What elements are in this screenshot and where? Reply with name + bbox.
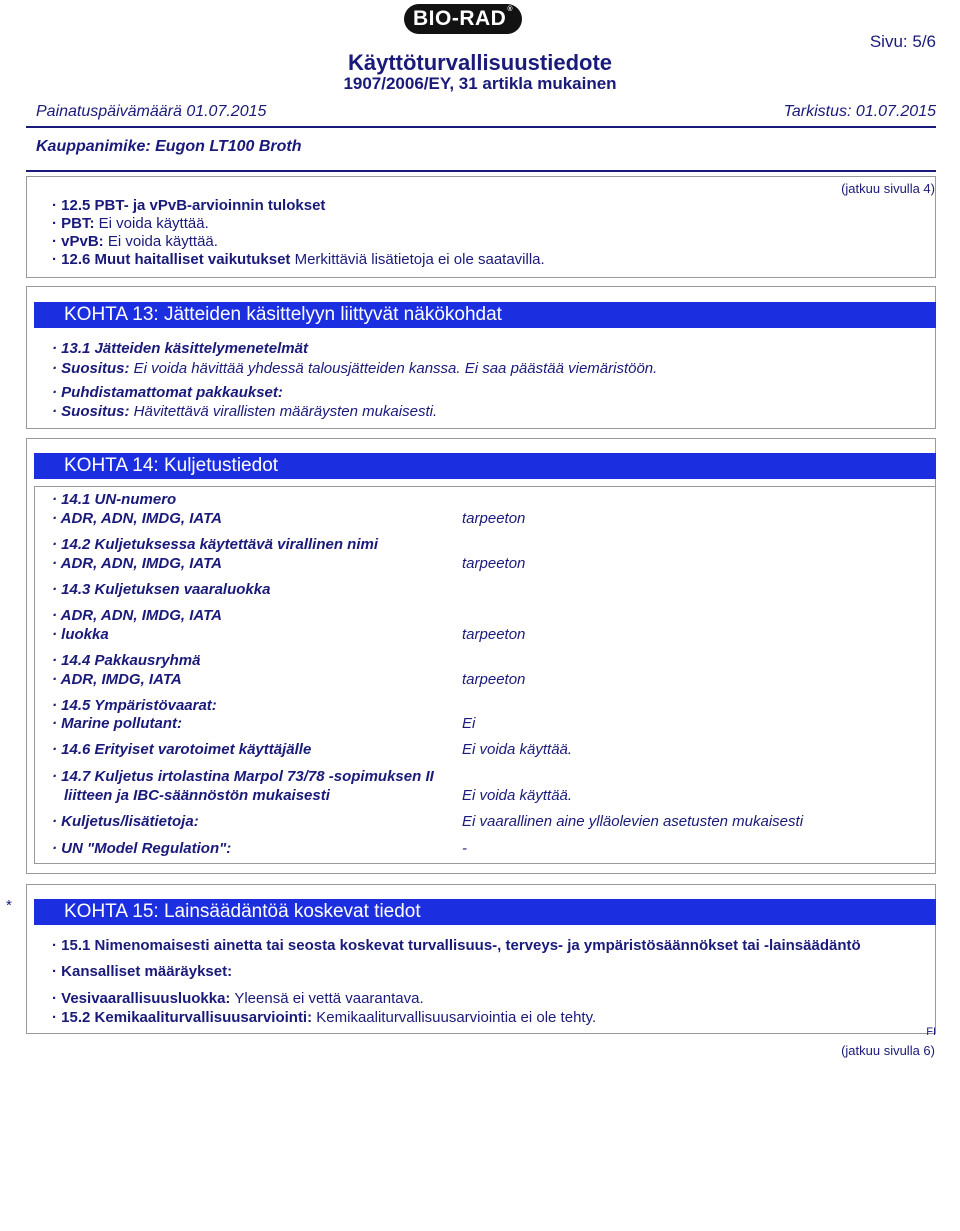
water-hazard-class-label: · Vesivaarallisuusluokka: bbox=[52, 990, 231, 1007]
document-title: Käyttöturvallisuustiedote bbox=[347, 50, 613, 75]
section-12-6-row bbox=[52, 251, 545, 268]
special-precautions-value: Ei voida käyttää. bbox=[462, 741, 573, 758]
packing-group-value: tarpeeton bbox=[462, 671, 526, 688]
header-divider bbox=[26, 126, 936, 128]
shipping-name-label: · ADR, ADN, IMDG, IATA bbox=[52, 555, 222, 572]
vpvb-value: Ei voida käyttää. bbox=[107, 233, 218, 250]
water-hazard-class-row bbox=[52, 990, 424, 1007]
recommendation-row-1 bbox=[52, 360, 657, 377]
bulk-transport-label-line-1: · 14.7 Kuljetus irtolastina Marpol 73/78 -sopimuksen II bbox=[52, 768, 434, 785]
shipping-name-value: tarpeeton bbox=[462, 555, 526, 572]
continued-on-note: (jatkuu sivulla 6) bbox=[841, 1043, 935, 1058]
recommendation-row-2 bbox=[52, 403, 437, 420]
national-regulations-heading: · Kansalliset määräykset: bbox=[52, 963, 233, 980]
section-15-1-heading: · 15.1 Nimenomaisesti ainetta tai seosta koskevat turvallisuus-, terveys- ja ympäristösäännökset tai -lainsäädäntö bbox=[52, 937, 861, 954]
transport-additional-info-label: · Kuljetus/lisätietoja: bbox=[52, 813, 199, 830]
un-number-label: · ADR, ADN, IMDG, IATA bbox=[52, 510, 222, 527]
bulk-transport-value: Ei voida käyttää. bbox=[462, 787, 573, 804]
class-label: · luokka bbox=[52, 626, 109, 643]
class-value: tarpeeton bbox=[462, 626, 526, 643]
product-name: Kauppanimike: Eugon LT100 Broth bbox=[36, 138, 302, 155]
uncleaned-packaging-heading: · Puhdistamattomat pakkaukset: bbox=[52, 384, 283, 401]
marine-pollutant-label: · Marine pollutant: bbox=[52, 715, 182, 732]
bio-rad-logo: BIO-RAD® bbox=[404, 4, 522, 34]
packing-group-heading: · 14.4 Pakkausryhmä bbox=[52, 652, 201, 669]
marine-pollutant-value: Ei bbox=[462, 715, 476, 732]
recommendation-value-2: Hävitettävä virallisten määräysten mukaisesti. bbox=[133, 403, 438, 420]
vpvb-label: · vPvB: bbox=[52, 233, 104, 250]
special-precautions-label: · 14.6 Erityiset varotoimet käyttäjälle bbox=[52, 741, 312, 758]
bulk-transport-label-line-2: liitteen ja IBC-säännöstön mukaisesti bbox=[64, 787, 330, 804]
page-number: Sivu: 5/6 bbox=[869, 32, 936, 51]
chemical-safety-assessment-row bbox=[52, 1009, 596, 1026]
document-subtitle: 1907/2006/EY, 31 artikla mukainen bbox=[343, 74, 617, 93]
hazard-class-regs: · ADR, ADN, IMDG, IATA bbox=[52, 607, 222, 624]
environmental-hazards-heading: · 14.5 Ympäristövaarat: bbox=[52, 697, 217, 714]
section-12-5-heading: · 12.5 PBT- ja vPvB-arvioinnin tulokset bbox=[52, 197, 326, 214]
hazard-class-heading: · 14.3 Kuljetuksen vaaraluokka bbox=[52, 581, 271, 598]
pbt-row bbox=[52, 215, 209, 232]
pbt-label: · PBT: bbox=[52, 215, 95, 232]
section-13-1-heading: · 13.1 Jätteiden käsittelymenetelmät bbox=[52, 340, 308, 357]
section-15-header: KOHTA 15: Lainsäädäntöä koskevat tiedot bbox=[34, 899, 936, 925]
chemical-safety-assessment-label: · 15.2 Kemikaaliturvallisuusarviointi: bbox=[52, 1009, 313, 1026]
section-14-header: KOHTA 14: Kuljetustiedot bbox=[34, 453, 936, 479]
print-date: Painatuspäivämäärä 01.07.2015 bbox=[36, 103, 267, 120]
section-12-6-label: · 12.6 Muut haitalliset vaikutukset bbox=[52, 251, 291, 268]
continued-from-note: (jatkuu sivulla 4) bbox=[841, 181, 935, 196]
chemical-safety-assessment-value: Kemikaaliturvallisuusarviointia ei ole tehty. bbox=[316, 1009, 597, 1026]
un-model-regulation-label: · UN "Model Regulation": bbox=[52, 840, 232, 857]
change-marker: * bbox=[6, 897, 12, 914]
un-number-heading: · 14.1 UN-numero bbox=[52, 491, 177, 508]
water-hazard-class-value: Yleensä ei vettä vaarantava. bbox=[234, 990, 424, 1007]
recommendation-value-1: Ei voida hävittää yhdessä talousjätteiden kanssa. Ei saa päästää viemäristöön. bbox=[133, 360, 658, 377]
pbt-value: Ei voida käyttää. bbox=[98, 215, 209, 232]
product-divider bbox=[26, 170, 936, 172]
language-code: FI bbox=[926, 1026, 936, 1038]
shipping-name-heading: · 14.2 Kuljetuksessa käytettävä virallinen nimi bbox=[52, 536, 378, 553]
section-12-6-value: Merkittäviä lisätietoja ei ole saatavilla. bbox=[294, 251, 545, 268]
packing-group-label: · ADR, IMDG, IATA bbox=[52, 671, 182, 688]
un-number-value: tarpeeton bbox=[462, 510, 526, 527]
recommendation-label-1: · Suositus: bbox=[52, 360, 130, 377]
un-model-regulation-value: - bbox=[462, 840, 467, 857]
section-13-header: KOHTA 13: Jätteiden käsittelyyn liittyvät näkökohdat bbox=[34, 302, 936, 328]
vpvb-row bbox=[52, 233, 218, 250]
recommendation-label-2: · Suositus: bbox=[52, 403, 130, 420]
revision-date: Tarkistus: 01.07.2015 bbox=[783, 103, 936, 120]
transport-additional-info-value: Ei vaarallinen aine ylläolevien asetusten mukaisesti bbox=[462, 813, 804, 830]
